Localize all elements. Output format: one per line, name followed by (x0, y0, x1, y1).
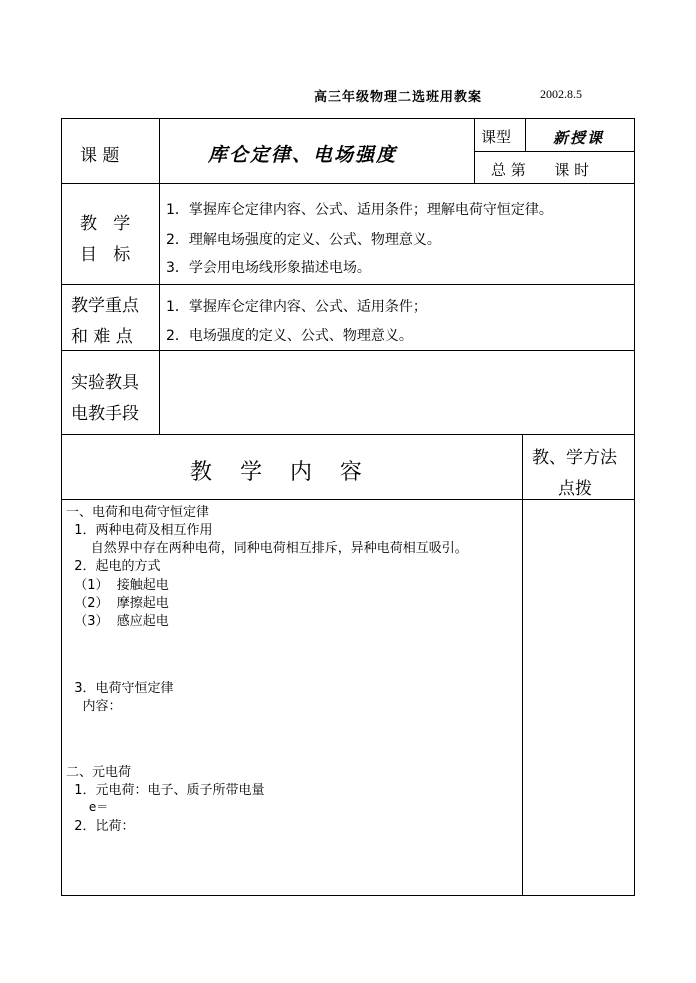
content-line: 1．两种电荷及相互作用 (66, 523, 213, 538)
content-line: 自然界中存在两种电荷，同种电荷相互排斥，异种电荷相互吸引。 (66, 541, 468, 556)
content-line: 1．元电荷：电子、质子所带电量 (66, 783, 265, 798)
keypoints-label-line2: 和 难 点 (71, 327, 133, 347)
document-date: 2002.8.5 (540, 87, 582, 101)
lesson-type-label: 课型 (481, 128, 512, 146)
equipment-label-line2: 电教手段 (71, 404, 139, 424)
content-line: 二、元电荷 (66, 765, 132, 780)
topic-label: 课 题 (80, 146, 120, 166)
lesson-topic: 库仑定律、电场强度 (208, 144, 398, 166)
keypoints-label-line1: 教学重点 (71, 296, 139, 316)
objective-item-2: 2．理解电场强度的定义、公式、物理意义。 (166, 232, 441, 248)
document-title: 高三年级物理二选班用教案 (314, 90, 483, 105)
method-header-line2: 点拨 (558, 479, 592, 499)
content-line: 内容： (66, 699, 122, 714)
objectives-label-line2: 目 标 (80, 245, 131, 265)
content-line: 一、电荷和电荷守恒定律 (66, 505, 210, 520)
content-header-title: 教 学 内 容 (190, 460, 362, 485)
lesson-type-value: 新授课 (553, 129, 605, 147)
method-header-line1: 教、学方法 (532, 448, 617, 468)
content-line: e＝ (66, 800, 109, 814)
content-line: 2．起电的方式 (66, 559, 161, 574)
objective-item-3: 3．学会用电场线形象描述电场。 (166, 260, 371, 276)
content-line: （2） 摩擦起电 (66, 596, 169, 611)
equipment-label-line1: 实验教具 (71, 373, 139, 393)
content-line: （1） 接触起电 (66, 578, 169, 593)
lesson-count: 总 第 课 时 (491, 161, 590, 179)
objectives-label-line1: 教 学 (80, 214, 131, 234)
content-line: 2．比荷： (66, 819, 135, 834)
content-line: （3） 感应起电 (66, 614, 169, 629)
objective-item-1: 1．掌握库仑定律内容、公式、适用条件；理解电荷守恒定律。 (166, 202, 553, 218)
keypoint-item-1: 1．掌握库仑定律内容、公式、适用条件； (166, 299, 427, 315)
keypoint-item-2: 2．电场强度的定义、公式、物理意义。 (166, 328, 413, 344)
content-line: 3．电荷守恒定律 (66, 681, 174, 696)
